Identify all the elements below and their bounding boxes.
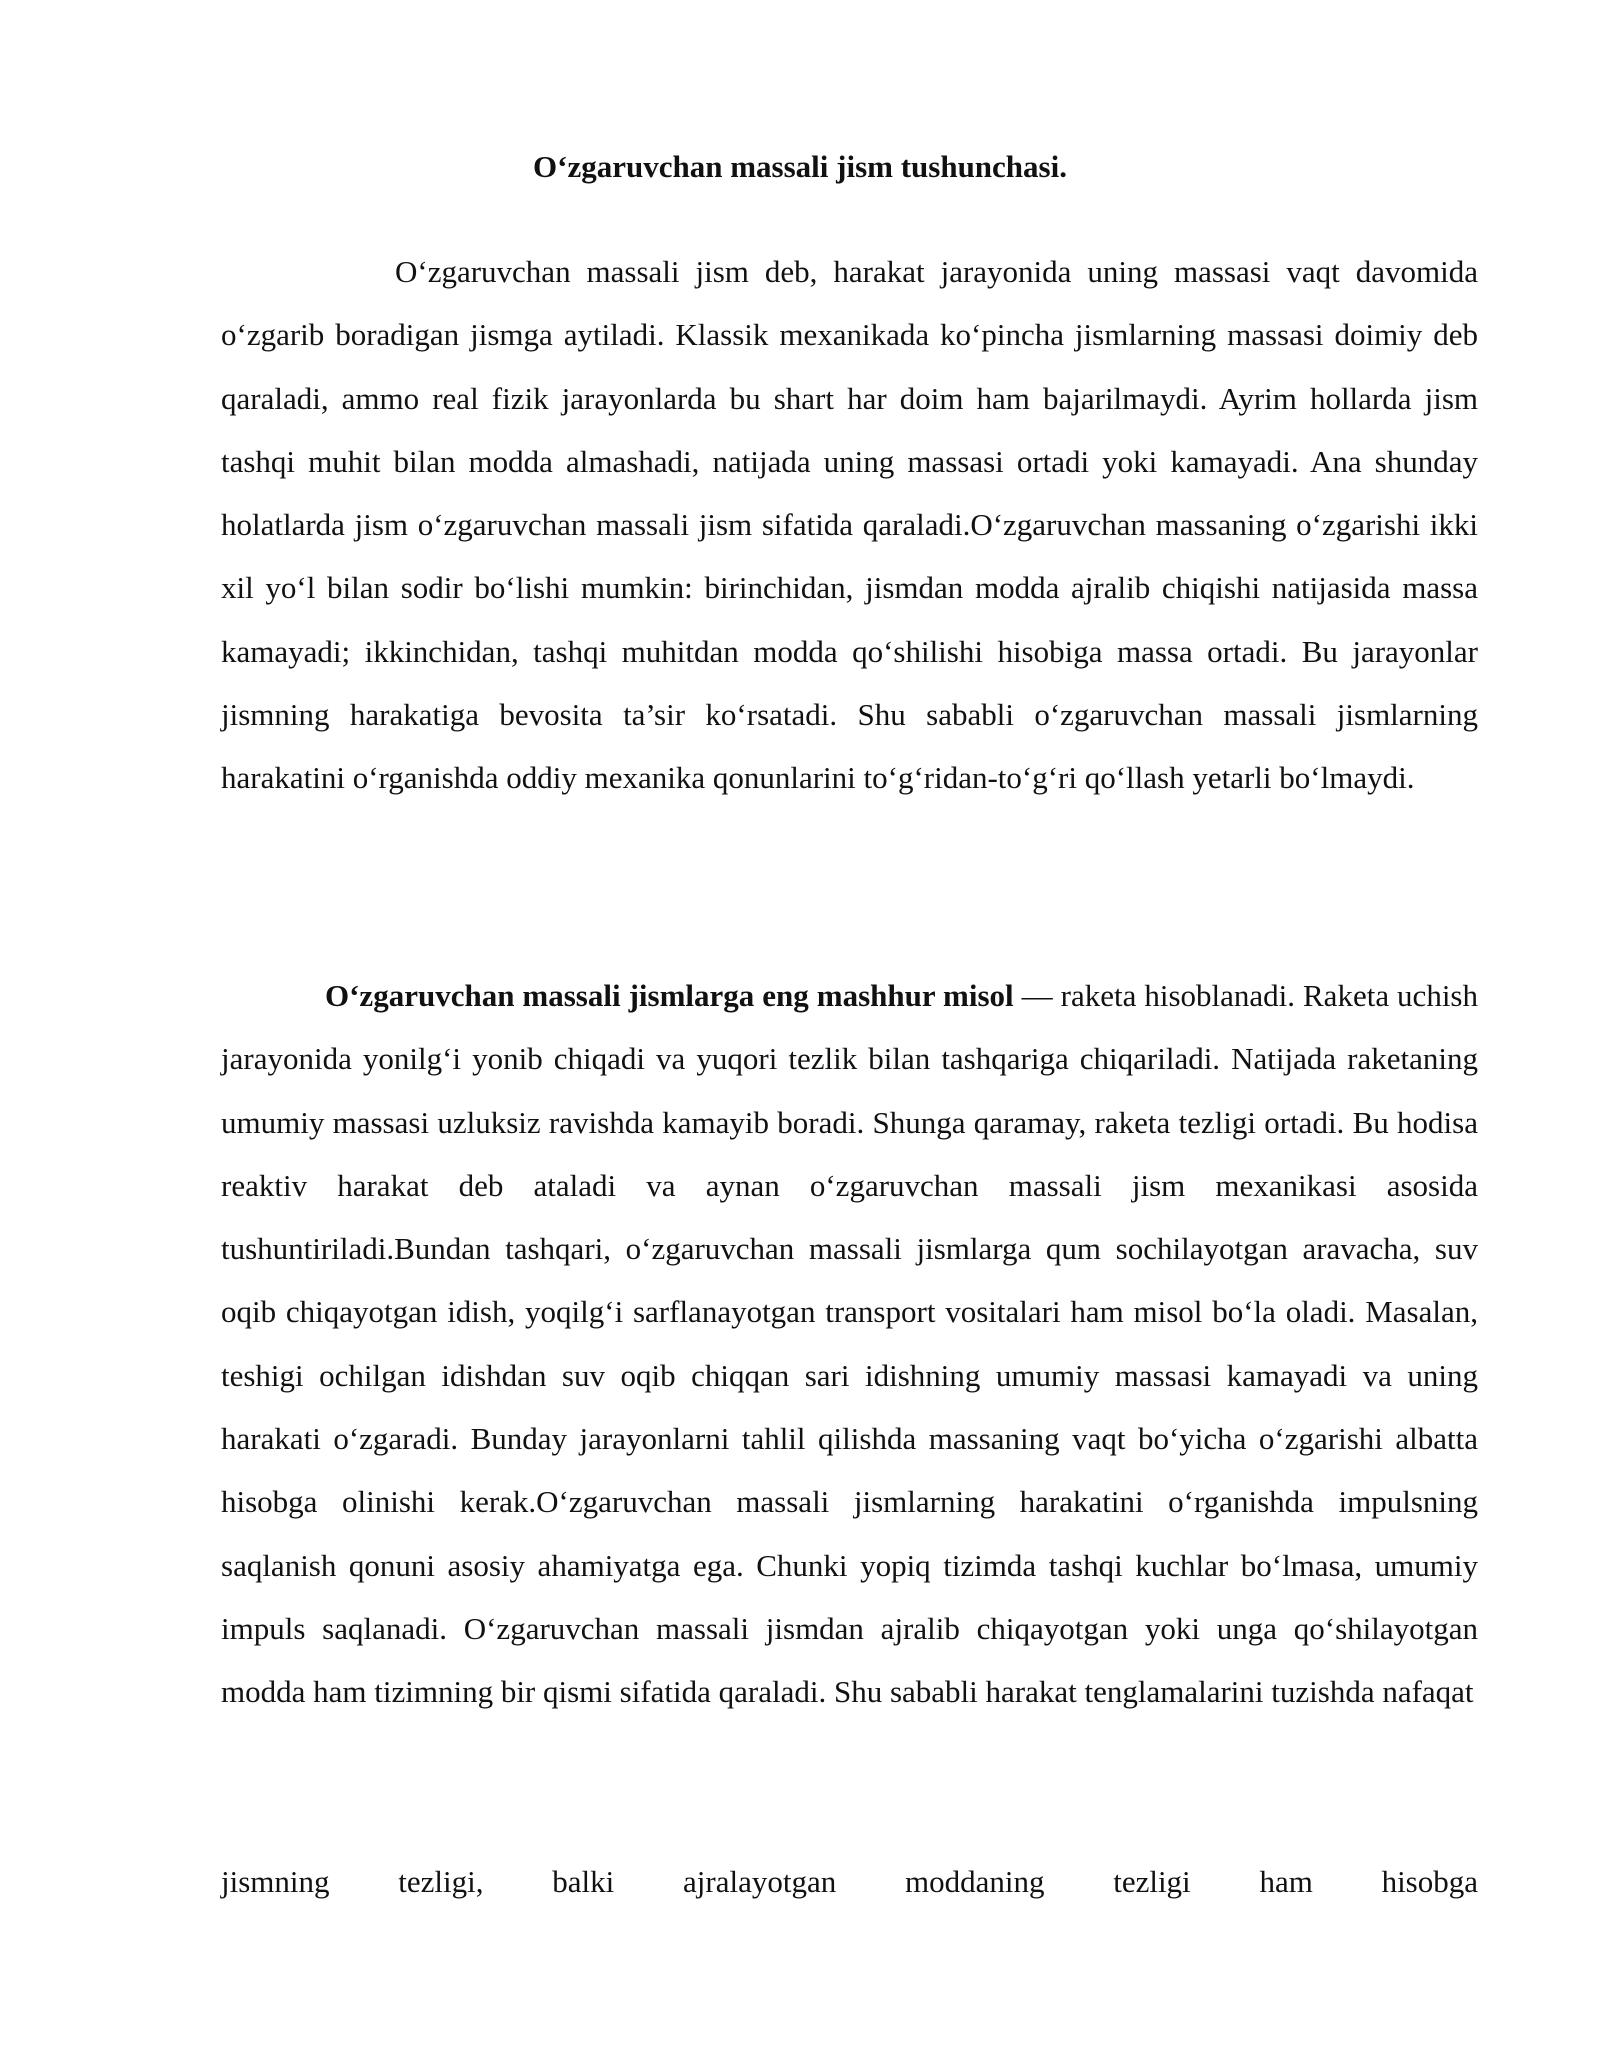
last-line-word: tezligi, [398,1864,484,1899]
last-line-word: tezligi [1113,1864,1191,1899]
last-line-word: ham [1259,1864,1313,1899]
paragraph-last-line [221,1850,1478,1913]
last-line-word: hisobga [1381,1864,1478,1899]
last-line-word: ajralayotgan [683,1864,837,1899]
document-title: O‘zgaruvchan massali jism tushunchasi. [533,149,1067,184]
last-line-word: moddaning [904,1864,1045,1899]
paragraph-examples [221,964,1478,1724]
paragraph-lead-bold: O‘zgaruvchan massali jismlarga eng mashhur misol [325,978,1014,1013]
last-line-word: balki [552,1864,615,1899]
paragraph-definition: O‘zgaruvchan massali jism deb, harakat jarayonida uning massasi vaqt davomida o‘zgarib boradigan jismga aytiladi. Klassik mexanikada ko‘pincha jismlarning massasi doimiy deb qaraladi, ammo real fizik jarayonlarda bu shart har doim ham bajarilmaydi. Ayrim hollarda jism tashqi muhit bilan modda almashadi, natijada uning massasi ortadi yoki kamayadi. Ana shunday holatlarda jism o‘zgaruvchan massali jism sifatida qaraladi.O‘zgaruvchan massaning o‘zgarishi ikki xil yo‘l bilan sodir bo‘lishi mumkin: birinchidan, jismdan modda ajralib chiqishi natijasida massa kamayadi; ikkinchidan, tashqi muhitdan modda qo‘shilishi hisobiga massa ortadi. Bu jarayonlar jismning harakatiga bevosita ta’sir ko‘rsatadi. Shu sababli o‘zgaruvchan massali jismlarning harakatini o‘rganishda oddiy mexanika qonunlarini to‘g‘ridan-to‘g‘ri qo‘llash yetarli bo‘lmaydi. [221,254,1478,796]
last-line-word: jismning [221,1864,330,1899]
paragraph-examples-text: — raketa hisoblanadi. Raketa uchish jarayonida yonilg‘i yonib chiqadi va yuqori tezlik bilan tashqariga chiqariladi. Natijada raketaning umumiy massasi uzluksiz ravishda kamayib boradi. Shunga qaramay, raketa tezligi ortadi. Bu hodisa reaktiv harakat deb ataladi va aynan o‘zgaruvchan massali jism mexanikasi asosida tushuntiriladi.Bundan tashqari, o‘zgaruvchan massali jismlarga qum sochilayotgan aravacha, suv oqib chiqayotgan idish, yoqilg‘i sarflanayotgan transport vositalari ham misol bo‘la oladi. Masalan, teshigi ochilgan idishdan suv oqib chiqqan sari idishning umumiy massasi kamayadi va uning harakati o‘zgaradi. Bunday jarayonlarni tahlil qilishda massaning vaqt bo‘yicha o‘zgarishi albatta hisobga olinishi kerak.O‘zgaruvchan massali jismlarning harakatini o‘rganishda impulsning saqlanish qonuni asosiy ahamiyatga ega. Chunki yopiq tizimda tashqi kuchlar bo‘lmasa, umumiy impuls saqlanadi. O‘zgaruvchan massali jismdan ajralib chiqayotgan yoki unga qo‘shilayotgan modda ham tizimning bir qismi sifatida qaraladi. Shu sababli harakat tenglamalarini tuzishda nafaqat [221,978,1478,1710]
